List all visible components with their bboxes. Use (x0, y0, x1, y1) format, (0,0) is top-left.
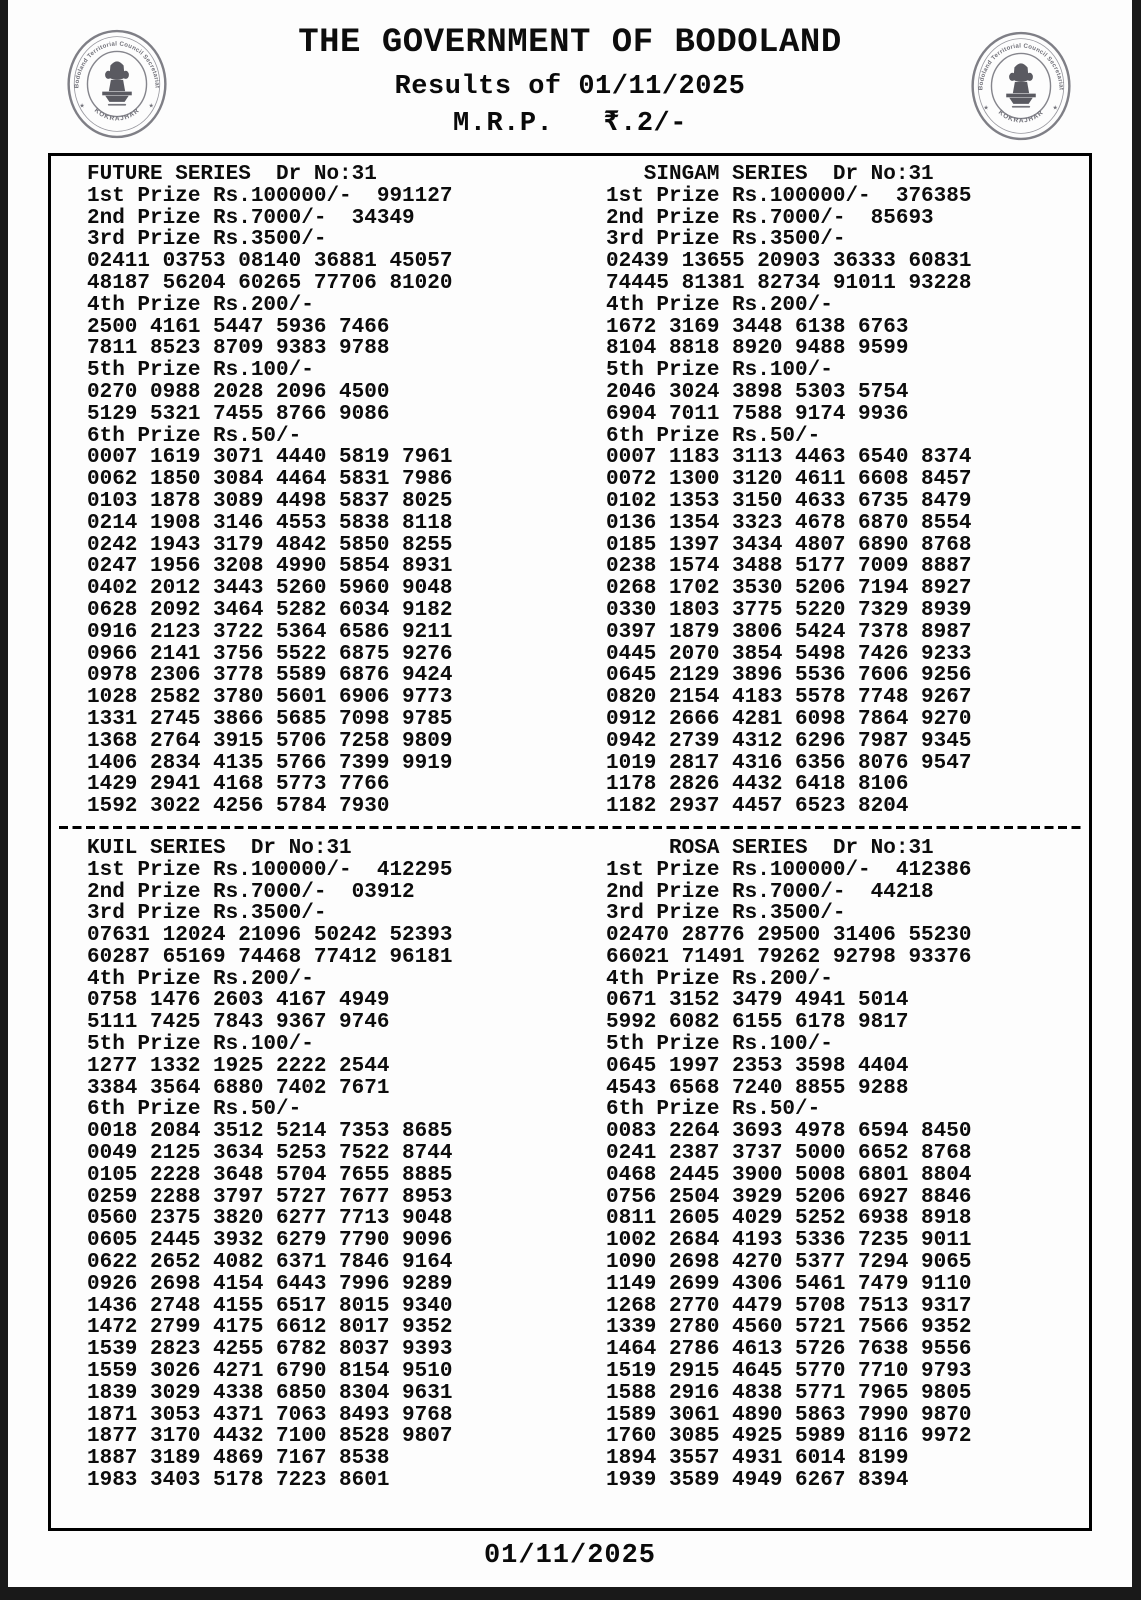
winning-numbers-row: 1887 3189 4869 7167 8538 (87, 1447, 390, 1471)
winning-numbers-row: 0103 1878 3089 4498 5837 8025 (87, 489, 453, 513)
page-title: THE GOVERNMENT OF BODOLAND (298, 24, 842, 62)
winning-numbers-row: 0966 2141 3756 5522 6875 9276 (87, 642, 453, 666)
series-block-kuil (51, 838, 570, 1492)
prize-label: 3rd Prize Rs.3500/- (606, 902, 846, 926)
prize-label: 5th Prize Rs.100/- (606, 1033, 833, 1057)
series-title: ROSA SERIES Dr No:31 (606, 836, 934, 860)
winning-numbers-row: 1559 3026 4271 6790 8154 9510 (87, 1360, 453, 1384)
winning-numbers-row: 1939 3589 4949 6267 8394 (606, 1469, 909, 1493)
winning-numbers-row: 6904 7011 7588 9174 9936 (606, 402, 909, 426)
winning-numbers-row: 66021 71491 79262 92798 93376 (606, 945, 972, 969)
winning-numbers-row: 0214 1908 3146 4553 5838 8118 (87, 511, 453, 535)
winning-numbers-row: 5111 7425 7843 9367 9746 (87, 1011, 390, 1035)
footer-date: 01/11/2025 (483, 1540, 657, 1571)
winning-numbers-row: 0605 2445 3932 6279 7790 9096 (87, 1229, 453, 1253)
mrp-line: M.R.P. ₹.2/- (453, 109, 687, 139)
winning-numbers-row: 02470 28776 29500 31406 55230 (606, 924, 972, 948)
series-block-rosa (570, 838, 1089, 1492)
winning-numbers-row: 1429 2941 4168 5773 7766 (87, 773, 390, 797)
svg-text:KOKRAJHAR: KOKRAJHAR (92, 107, 142, 123)
winning-numbers-row: 1339 2780 4560 5721 7566 9352 (606, 1316, 972, 1340)
results-grid (51, 164, 1089, 1492)
winning-numbers-row: 0062 1850 3084 4464 5831 7986 (87, 468, 453, 492)
winning-numbers-row: 0820 2154 4183 5578 7748 9267 (606, 686, 972, 710)
winning-numbers-row: 2046 3024 3898 5303 5754 (606, 380, 909, 404)
winning-numbers-row: 0241 2387 3737 5000 6652 8768 (606, 1142, 972, 1166)
winning-numbers-row: 0007 1183 3113 4463 6540 8374 (606, 446, 972, 470)
winning-numbers-row: 0105 2228 3648 5704 7655 8885 (87, 1163, 453, 1187)
winning-numbers-row: 0049 2125 3634 5253 7522 8744 (87, 1142, 453, 1166)
winning-numbers-row: 1839 3029 4338 6850 8304 9631 (87, 1381, 453, 1405)
winning-numbers-row: 1539 2823 4255 6782 8037 9393 (87, 1338, 453, 1362)
prize-label: 5th Prize Rs.100/- (87, 359, 314, 383)
winning-numbers-row: 0758 1476 2603 4167 4949 (87, 989, 390, 1013)
prize-label: 3rd Prize Rs.3500/- (87, 228, 327, 252)
winning-numbers-row: 0926 2698 4154 6443 7996 9289 (87, 1272, 453, 1296)
winning-numbers-row: 07631 12024 21096 50242 52393 (87, 924, 453, 948)
winning-numbers-row: 02411 03753 08140 36881 45057 (87, 250, 453, 274)
prize-label: 6th Prize Rs.50/- (87, 424, 302, 448)
winning-numbers-row: 0942 2739 4312 6296 7987 9345 (606, 729, 972, 753)
winning-numbers-row: 0397 1879 3806 5424 7378 8987 (606, 620, 972, 644)
winning-numbers-row: 1090 2698 4270 5377 7294 9065 (606, 1251, 972, 1275)
winning-numbers-row: 02439 13655 20903 36333 60831 (606, 250, 972, 274)
winning-numbers-row: 0622 2652 4082 6371 7846 9164 (87, 1251, 453, 1275)
winning-numbers-row: 1760 3085 4925 5989 8116 9972 (606, 1425, 972, 1449)
prize-label: 4th Prize Rs.200/- (606, 967, 833, 991)
winning-numbers-row: 0468 2445 3900 5008 6801 8804 (606, 1163, 972, 1187)
winning-numbers-row: 1464 2786 4613 5726 7638 9556 (606, 1338, 972, 1362)
winning-numbers-row: 1672 3169 3448 6138 6763 (606, 315, 909, 339)
winning-numbers-row: 0102 1353 3150 4633 6735 8479 (606, 489, 972, 513)
winning-numbers-row: 0259 2288 3797 5727 7677 8953 (87, 1185, 453, 1209)
winning-numbers-row: 1871 3053 4371 7063 8493 9768 (87, 1403, 453, 1427)
winning-numbers-row: 1406 2834 4135 5766 7399 9919 (87, 751, 453, 775)
prize-label: 1st Prize Rs.100000/- 412386 (606, 858, 972, 882)
winning-numbers-row: 0560 2375 3820 6277 7713 9048 (87, 1207, 453, 1231)
winning-numbers-row: 1589 3061 4890 5863 7990 9870 (606, 1403, 972, 1427)
winning-numbers-row: 1019 2817 4316 6356 8076 9547 (606, 751, 972, 775)
winning-numbers-row: 5129 5321 7455 8766 9086 (87, 402, 390, 426)
winning-numbers-row: 3384 3564 6880 7402 7671 (87, 1076, 390, 1100)
svg-text:Bodoland Territorial Council S: Bodoland Territorial Council Secretariat (73, 40, 161, 89)
prize-label: 5th Prize Rs.100/- (87, 1033, 314, 1057)
winning-numbers-row: 1519 2915 4645 5770 7710 9793 (606, 1360, 972, 1384)
winning-numbers-row: 1149 2699 4306 5461 7479 9110 (606, 1272, 972, 1296)
winning-numbers-row: 0238 1574 3488 5177 7009 8887 (606, 555, 972, 579)
winning-numbers-row: 0978 2306 3778 5589 6876 9424 (87, 664, 453, 688)
winning-numbers-row: 0916 2123 3722 5364 6586 9211 (87, 620, 453, 644)
winning-numbers-row: 1894 3557 4931 6014 8199 (606, 1447, 909, 1471)
prize-label: 1st Prize Rs.100000/- 991127 (87, 184, 453, 208)
header (8, 0, 1132, 139)
series-block-singam (570, 164, 1089, 818)
prize-label: 2nd Prize Rs.7000/- 44218 (606, 880, 934, 904)
winning-numbers-row: 1436 2748 4155 6517 8015 9340 (87, 1294, 453, 1318)
winning-numbers-row: 74445 81381 82734 91011 93228 (606, 271, 972, 295)
winning-numbers-row: 0445 2070 3854 5498 7426 9233 (606, 642, 972, 666)
svg-text:★: ★ (1052, 104, 1059, 112)
winning-numbers-row: 1592 3022 4256 5784 7930 (87, 795, 390, 819)
winning-numbers-row: 1178 2826 4432 6418 8106 (606, 773, 909, 797)
winning-numbers-row: 0912 2666 4281 6098 7864 9270 (606, 707, 972, 731)
winning-numbers-row: 0671 3152 3479 4941 5014 (606, 989, 909, 1013)
series-title: KUIL SERIES Dr No:31 (87, 836, 352, 860)
winning-numbers-row: 1028 2582 3780 5601 6906 9773 (87, 686, 453, 710)
winning-numbers-row: 1368 2764 3915 5706 7258 9809 (87, 729, 453, 753)
prize-label: 6th Prize Rs.50/- (606, 1098, 821, 1122)
winning-numbers-row: 0072 1300 3120 4611 6608 8457 (606, 468, 972, 492)
prize-label: 4th Prize Rs.200/- (606, 293, 833, 317)
winning-numbers-row: 0645 2129 3896 5536 7606 9256 (606, 664, 972, 688)
winning-numbers-row: 1983 3403 5178 7223 8601 (87, 1469, 390, 1493)
prize-label: 5th Prize Rs.100/- (606, 359, 833, 383)
winning-numbers-row: 7811 8523 8709 9383 9788 (87, 337, 390, 361)
winning-numbers-row: 2500 4161 5447 5936 7466 (87, 315, 390, 339)
winning-numbers-row: 0247 1956 3208 4990 5854 8931 (87, 555, 453, 579)
winning-numbers-row: 1588 2916 4838 5771 7965 9805 (606, 1381, 972, 1405)
prize-label: 1st Prize Rs.100000/- 412295 (87, 858, 453, 882)
winning-numbers-row: 48187 56204 60265 77706 81020 (87, 271, 453, 295)
svg-text:★: ★ (148, 102, 155, 110)
winning-numbers-row: 0645 1997 2353 3598 4404 (606, 1054, 909, 1078)
winning-numbers-row: 0007 1619 3071 4440 5819 7961 (87, 446, 453, 470)
winning-numbers-row: 60287 65169 74468 77412 96181 (87, 945, 453, 969)
winning-numbers-row: 0756 2504 3929 5206 6927 8846 (606, 1185, 972, 1209)
svg-text:★: ★ (79, 102, 85, 110)
prize-label: 3rd Prize Rs.3500/- (606, 228, 846, 252)
winning-numbers-row: 8104 8818 8920 9488 9599 (606, 337, 909, 361)
prize-label: 4th Prize Rs.200/- (87, 967, 314, 991)
prize-label: 6th Prize Rs.50/- (606, 424, 821, 448)
winning-numbers-row: 0402 2012 3443 5260 5960 9048 (87, 577, 453, 601)
prize-label: 4th Prize Rs.200/- (87, 293, 314, 317)
winning-numbers-row: 0268 1702 3530 5206 7194 8927 (606, 577, 972, 601)
winning-numbers-row: 1277 1332 1925 2222 2544 (87, 1054, 390, 1078)
prize-label: 2nd Prize Rs.7000/- 03912 (87, 880, 415, 904)
series-block-future (51, 164, 570, 818)
winning-numbers-row: 1877 3170 4432 7100 8528 9807 (87, 1425, 453, 1449)
svg-text:★: ★ (983, 104, 989, 112)
winning-numbers-row: 1472 2799 4175 6612 8017 9352 (87, 1316, 453, 1340)
winning-numbers-row: 0083 2264 3693 4978 6594 8450 (606, 1120, 972, 1144)
winning-numbers-row: 4543 6568 7240 8855 9288 (606, 1076, 909, 1100)
winning-numbers-row: 0018 2084 3512 5214 7353 8685 (87, 1120, 453, 1144)
bodoland-council-seal-icon (970, 30, 1072, 142)
results-box (48, 153, 1092, 1531)
prize-label: 1st Prize Rs.100000/- 376385 (606, 184, 972, 208)
winning-numbers-row: 5992 6082 6155 6178 9817 (606, 1011, 909, 1035)
winning-numbers-row: 0185 1397 3434 4807 6890 8768 (606, 533, 972, 557)
bodoland-council-seal-icon (66, 28, 168, 140)
prize-label: 2nd Prize Rs.7000/- 85693 (606, 206, 934, 230)
winning-numbers-row: 1331 2745 3866 5685 7098 9785 (87, 707, 453, 731)
svg-text:KOKRAJHAR: KOKRAJHAR (996, 109, 1046, 125)
winning-numbers-row: 0811 2605 4029 5252 6938 8918 (606, 1207, 972, 1231)
series-title: SINGAM SERIES Dr No:31 (606, 163, 934, 186)
winning-numbers-row: 1268 2770 4479 5708 7513 9317 (606, 1294, 972, 1318)
svg-text:Bodoland Territorial Council S: Bodoland Territorial Council Secretariat (977, 42, 1065, 91)
winning-numbers-row: 0628 2092 3464 5282 6034 9182 (87, 598, 453, 622)
winning-numbers-row: 0242 1943 3179 4842 5850 8255 (87, 533, 453, 557)
document-page (8, 0, 1132, 1587)
winning-numbers-row: 1002 2684 4193 5336 7235 9011 (606, 1229, 972, 1253)
prize-label: 3rd Prize Rs.3500/- (87, 902, 327, 926)
results-date-line: Results of 01/11/2025 (394, 72, 746, 102)
series-title: FUTURE SERIES Dr No:31 (87, 163, 377, 186)
dashed-divider (59, 826, 1081, 829)
winning-numbers-row: 0330 1803 3775 5220 7329 8939 (606, 598, 972, 622)
winning-numbers-row: 0270 0988 2028 2096 4500 (87, 380, 390, 404)
winning-numbers-row: 1182 2937 4457 6523 8204 (606, 795, 909, 819)
winning-numbers-row: 0136 1354 3323 4678 6870 8554 (606, 511, 972, 535)
prize-label: 2nd Prize Rs.7000/- 34349 (87, 206, 415, 230)
prize-label: 6th Prize Rs.50/- (87, 1098, 302, 1122)
